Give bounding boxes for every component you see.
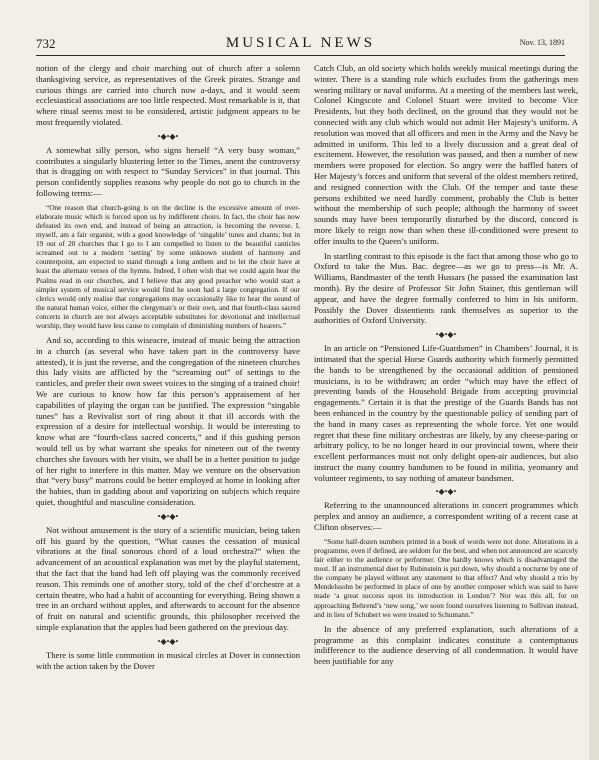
article-paragraph: A somewhat silly person, who signs herself “A very busy woman,” contributes a singularly blustering letter to the Times, anent the controversy that is dragging on with respect to “Sunday Services” in that journal. This person confidently supplies reasons why people do not go to church in the following terms:—: [36, 144, 300, 198]
header-rule: [36, 55, 565, 56]
article-paragraph: There is some little commotion in musical circles at Dover in connection with the action taken by the Dover: [36, 649, 300, 671]
section-ornament: •◆•◆•: [435, 487, 457, 497]
section-ornament: •◆•◆•: [157, 636, 179, 646]
masthead-title: MUSICAL NEWS: [225, 35, 376, 51]
right-column: [314, 63, 578, 671]
section-ornament: •◆•◆•: [435, 330, 457, 340]
article-paragraph: Referring to the unannounced alterations in concert programmes which perplex and annoy an audience, a correspondent writing of a recent case at Clifton observes:—: [314, 500, 578, 533]
article-paragraph: And so, according to this wiseacre, instead of music being the attraction in a church (as several who have taken part in the controversy have attested), it is just the reverse, and the congregation of the nineteen churches this lady visits are afflicted by the “screaming out” of settings to the canticles, and prefer their own sweet voices to the singing of a trained choir! We are curious to know how far this person’s appraisement of her capabilities of playing the organ can be justified. The expression “singable tunes” has a Revivalist sort of ring about it that ill accords with the expression of a desire for intellectual worship. It would be interesting to know what are “fourth-class sacred concerts,” and if this gushing person would tell us by what warrant she speaks for nineteen out of the twenty churches she favours with her visits, we shall be in a better position to judge of her right to interfere in this matter. May we venture on the observation that “very busy” matrons could be better employed at home in looking after the babies, than in gadding about and vaporizing on subjects which require quiet, thoughtful and masculine consideration.: [36, 335, 300, 508]
article-paragraph: Catch Club, an old society which holds weekly musical meetings during the winter. There is a standing rule which excludes from the gatherings men wearing military or naval uniforms. At a meeting of the members last week, Colonel Kingscote and Colonel Stuart were invited to become Vice Presidents, but they both declined, on the ground that they would not be connected with any club which would not admit Her Majesty’s uniform. A resolution was moved that all officers and men in the Army and the Navy be admitted in uniform. This led to a lively discussion and a great deal of excitement. However, the resolution was passed, and then a number of new members were proposed for election. So angry were the baffled haters of Her Majesty’s forces and uniform that several of the oldest members retired, and resigned connection with the Club. Of the temper and taste these persons exhibited we need hardly comment, probably the Club is better without the membership of such people; although the harmony of sweet sounds may have been temporarily disturbed by the discord, concord is more likely to reign now than when these ill-conditioned were present to offer insults to the Queen’s uniform.: [314, 63, 578, 246]
issue-date: Nov. 13, 1891: [519, 38, 565, 47]
section-ornament: •◆•◆•: [157, 511, 179, 521]
article-paragraph: In an article on “Pensioned Life-Guardsmen” in Chambers’ Journal, it is intimated that the special Horse Guards authority which formerly permitted the bands to be strengthened by the occasional addition of pensioned musicians, is to be withdrawn; an order “which may have the effect of preventing bands of the Household Brigade from accepting provincial engagements.” Certain it is that the prestige of the Guards Bands has not been enhanced in the country by the questionable policy of sending part of the band in many cases as representing the whole force. Yet one would regret that these fine military orchestras are likely, by any cheese-paring or arbitrary policy, to be no longer heard in our provincial towns, where their excellent performances must not only delight open-air audiences, but also instruct the many country bandsmen to be found in militia, yeomanry and volunteer regiments, to say nothing of amateur bandsmen.: [314, 343, 578, 483]
page-header: [36, 36, 565, 56]
page-edge: [589, 0, 599, 760]
article-paragraph: In startling contrast to this episode is the fact that among those who go to Oxford to take the Mus. Bac. degree—as we go to press—is Mr. A. Williams, Bandmaster of the tenth Hussars (he passed the examination last month). By the desire of Professor Sir John Stainer, this gentleman will appear, and have the degree formally conferred to him in his uniform. Possibly the Dover dissentients rank themselves as superior to the authorities of Oxford University.: [314, 250, 578, 326]
quoted-letter: “One reason that church-going is on the decline is the excessive amount of over-elaborate music which is forced upon us by indifferent choirs. In fact, the choir has now defeated its own end, and instead of being an attraction, is becoming the reverse. I, myself, am a fair organist, with a good knowledge of ‘singable’ tunes and chants; but in 19 out of 20 churches that I go to I am compelled to listen to the beautiful canticles screamed out to a modern ‘setting’ by some unknown student of harmony and counterpoint, am expected to stand through a long anthem and to let the choir have at least the alternate verses of the hymns. Indeed, I often wish that we could again hear the Psalms read in our churches, and I believe that any good preacher who would start a simpler system of musical service would find he soon had a large congregation. If our clerics would only realise that congregations may occasionally like to hear the sound of the natural human voice, either the clergyman’s or their own, and that fourth-class sacred concerts in church are not always acceptable substitutes for devotional and intellectual worship, they would have less cause to complain of diminishing numbers of hearers.”: [36, 202, 300, 330]
quoted-letter: “Some half-dozen numbers printed in a book of words were not done. Alterations in a programme, even if defined, are seldom for the best, and when not announced are scarcely fair either to the audience or performer. One hardly knows which is disadvantaged the most. If an instrumental duet by Rubinstein is put down, why should a nocturne by one of the company be played without any statement to that effect? And why should a trio by Mendelssohn be performed in place of one by another composer which was said to have made ‘a great success upon its introduction in London’? Nor was this all, for on approaching Behrend’s ‘new song,’ we soon found ourselves listening to Sullivan instead, and in lieu of Schubert we were treated to Schumann.”: [314, 536, 578, 619]
section-ornament: •◆•◆•: [157, 131, 179, 141]
article-paragraph: Not without amusement is the story of a scientific musician, being taken off his guard by the question, “What causes the cessation of musical vibrations at the final sonorous chord of a loud orchestra?” when the advancement of an acoustical explanation was met by the playful statement, that the fact that the band had left off playing was the commonly received reason. This reminds one of another story, told of the chef d’orchestre at a certain theatre, who had a habit of accounting for everything. Being shown a tree in an orchard without apples, and afterwards to account for the absence of fruit on natural and scientific grounds, this philosopher received the simple explanation that the apples had been gathered on the previous day.: [36, 524, 300, 632]
page-number: 732: [36, 36, 56, 51]
article-paragraph: notion of the clergy and choir marching out of church after a solemn thanksgiving service, as representatives of the Greek pirates. Strange and curious things are carried into church now a-days, and it would seem ecclesiastical associations are too little respected. Most remarkable is it, that where ritual seems most to be considered, artistic judgment appears to be most frequently violated.: [36, 63, 300, 127]
article-paragraph: In the absence of any preferred explanation, such alterations of a programme as this complaint indicates constitute a contemptuous indifference to the audience deserving of all condemnation. It would have been justifiable for any: [314, 623, 578, 667]
left-column: [36, 63, 300, 675]
